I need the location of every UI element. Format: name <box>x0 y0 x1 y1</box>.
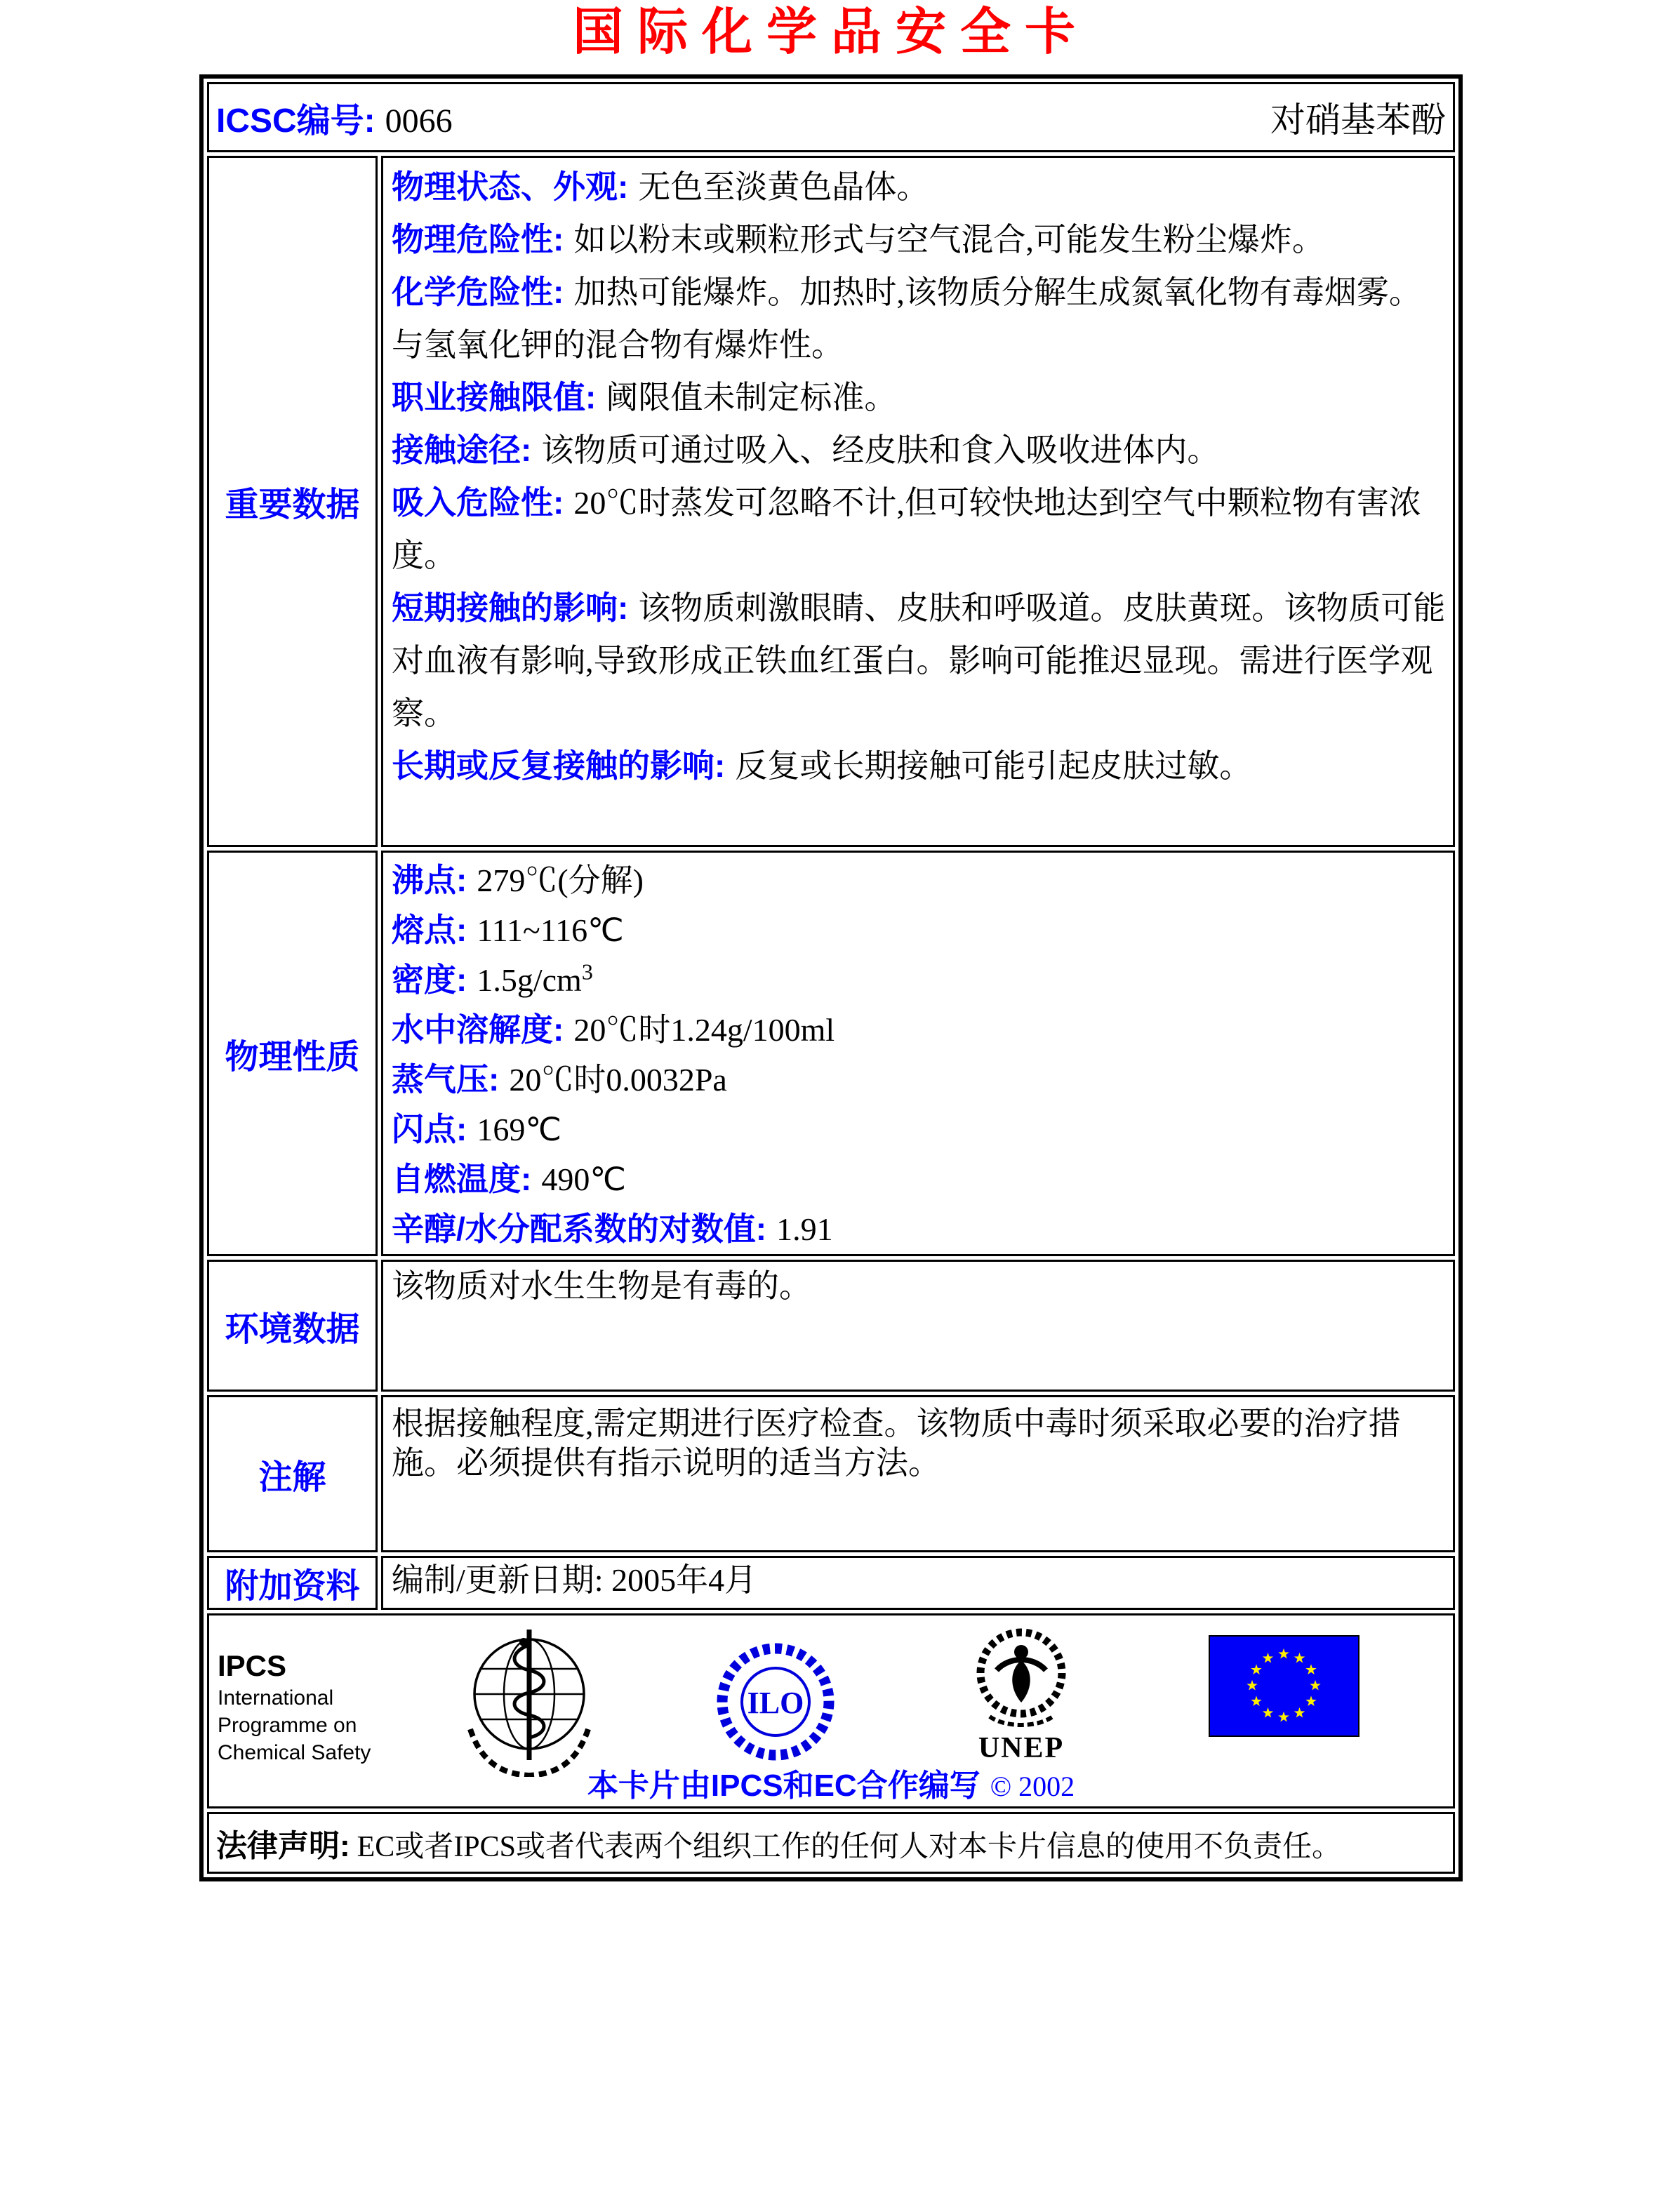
unep-logo-icon <box>962 1624 1081 1729</box>
icsc-card-table <box>199 74 1463 1881</box>
legal-row <box>207 1812 1455 1874</box>
important-item <box>392 740 1446 792</box>
additional-info-content <box>381 1556 1455 1610</box>
physical-property-item <box>392 1005 1446 1055</box>
ipcs-subtitle-line: Chemical Safety <box>218 1741 371 1764</box>
physical-properties-content <box>381 851 1455 1256</box>
physical-property-item <box>392 1105 1446 1154</box>
header-row <box>207 82 1455 152</box>
section-label-environmental-data: 环境数据 <box>207 1260 378 1392</box>
header-cell <box>207 82 1455 152</box>
item-text: 20℃时蒸发可忽略不计,但可较快地达到空气中颗粒物有害浓度。 <box>392 485 1421 573</box>
important-item <box>392 477 1446 582</box>
logos-cell <box>207 1613 1455 1808</box>
legal-text: EC或者IPCS或者代表两个组织工作的任何人对本卡片信息的使用不负责任。 <box>357 1831 1342 1863</box>
environmental-text: 该物质对水生生物是有毒的。 <box>392 1268 811 1304</box>
unep-logo-text: UNEP <box>978 1732 1065 1764</box>
item-label: 辛醇/水分配系数的对数值: <box>392 1211 767 1247</box>
item-label: 密度: <box>392 961 467 998</box>
cooperation-caption <box>209 1760 1453 1805</box>
page-title: 国际化学品安全卡 <box>572 4 1089 60</box>
item-value-superscript: 3 <box>581 959 593 985</box>
item-label: 熔点: <box>392 912 467 948</box>
important-item <box>392 582 1446 740</box>
icsc-number-group <box>216 93 453 142</box>
item-label: 化学危险性: <box>392 274 564 310</box>
caption-text: 本卡片由IPCS和EC合作编写 <box>587 1768 980 1803</box>
item-value: 20℃时1.24g/100ml <box>573 1012 835 1048</box>
icsc-number-value: 0066 <box>385 102 453 140</box>
important-item <box>392 424 1446 477</box>
item-value: 490℃ <box>541 1161 626 1197</box>
item-label: 蒸气压: <box>392 1061 500 1098</box>
item-value: 1.5g/cm <box>477 962 582 998</box>
item-label: 短期接触的影响: <box>392 589 629 626</box>
physical-property-item <box>392 1204 1446 1254</box>
update-date-value: 2005年4月 <box>611 1562 757 1598</box>
item-label: 职业接触限值: <box>392 379 597 415</box>
notes-row <box>207 1395 1455 1552</box>
legal-cell <box>207 1812 1455 1874</box>
ipcs-subtitle-line: International <box>218 1686 334 1710</box>
item-label: 长期或反复接触的影响: <box>392 747 726 784</box>
legal-label: 法律声明: <box>216 1829 350 1863</box>
ipcs-text-block <box>218 1648 371 1766</box>
item-label: 自燃温度: <box>392 1161 532 1197</box>
item-text: 无色至淡黄色晶体。 <box>638 169 929 205</box>
section-label-additional-info: 附加资料 <box>207 1556 378 1610</box>
eu-flag-icon <box>1209 1635 1359 1737</box>
physical-property-item <box>392 1055 1446 1105</box>
copyright-text: © 2002 <box>990 1771 1075 1802</box>
update-date-line <box>392 1561 1446 1600</box>
section-label-physical-properties: 物理性质 <box>207 851 378 1256</box>
item-value: 20℃时0.0032Pa <box>509 1062 727 1098</box>
section-label-important-data: 重要数据 <box>207 156 378 847</box>
physical-property-item <box>392 905 1446 955</box>
update-date-label: 编制/更新日期: <box>392 1562 604 1598</box>
ilo-logo-icon <box>716 1627 835 1777</box>
important-item <box>392 213 1446 266</box>
who-logo-icon <box>459 1624 599 1777</box>
item-label: 闪点: <box>392 1111 467 1147</box>
important-data-row <box>207 156 1455 847</box>
item-text: 加热可能爆炸。加热时,该物质分解生成氮氧化物有毒烟雾。与氢氧化钾的混合物有爆炸性。 <box>392 274 1421 363</box>
item-value: 279℃(分解) <box>477 862 644 898</box>
item-text: 阈限值未制定标准。 <box>606 380 897 415</box>
important-item <box>392 266 1446 371</box>
logos-row <box>207 1613 1455 1808</box>
notes-text: 根据接触程度,需定期进行医疗检查。该物质中毒时须采取必要的治疗措施。必须提供有指示说明的适当方法。 <box>392 1406 1401 1481</box>
item-label: 物理危险性: <box>392 221 564 258</box>
physical-properties-row <box>207 851 1455 1256</box>
important-item <box>392 161 1446 213</box>
additional-info-row <box>207 1556 1455 1610</box>
ilo-logo-text: ILO <box>747 1686 804 1720</box>
item-text: 该物质刺激眼睛、皮肤和呼吸道。皮肤黄斑。该物质可能对血液有影响,导致形成正铁血红蛋白。影响可能推迟显现。需进行医学观察。 <box>392 590 1446 731</box>
item-text: 该物质可通过吸入、经皮肤和食入吸收进体内。 <box>541 432 1220 468</box>
ipcs-title: IPCS <box>218 1649 287 1682</box>
unep-logo-block <box>962 1624 1081 1764</box>
ipcs-subtitle-line: Programme on <box>218 1714 357 1737</box>
physical-property-item <box>392 1154 1446 1204</box>
physical-property-item <box>392 955 1446 1005</box>
notes-content <box>381 1395 1455 1552</box>
environmental-data-row <box>207 1260 1455 1392</box>
icsc-document-page <box>0 3 1662 1881</box>
physical-property-item <box>392 855 1446 905</box>
item-text: 如以粉末或颗粒形式与空气混合,可能发生粉尘爆炸。 <box>573 222 1324 258</box>
important-item <box>392 371 1446 424</box>
item-value: 111~116℃ <box>477 912 624 948</box>
important-data-content <box>381 156 1455 847</box>
icsc-number-label: ICSC编号: <box>216 102 375 140</box>
chemical-name: 对硝基苯酚 <box>1270 100 1446 140</box>
item-text: 反复或长期接触可能引起皮肤过敏。 <box>735 748 1252 784</box>
item-label: 接触途径: <box>392 432 532 468</box>
item-value: 169℃ <box>477 1112 561 1147</box>
item-label: 沸点: <box>392 862 467 898</box>
section-label-notes: 注解 <box>207 1395 378 1552</box>
item-label: 水中溶解度: <box>392 1011 564 1048</box>
item-value: 1.91 <box>776 1211 833 1247</box>
item-label: 吸入危险性: <box>392 484 564 521</box>
environmental-data-content <box>381 1260 1455 1392</box>
item-label: 物理状态、外观: <box>392 168 629 205</box>
